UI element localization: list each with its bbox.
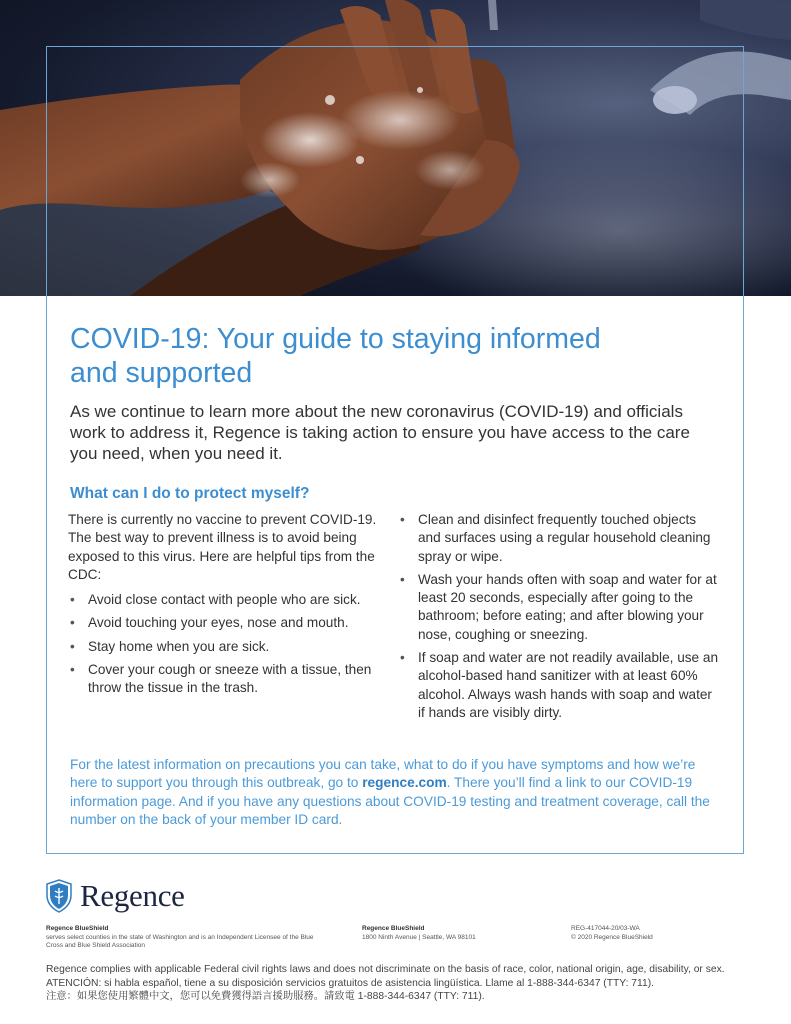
handwashing-photo-icon xyxy=(0,0,791,296)
closing-text-after: . There you’ll find a link to our COVID-19 information page. And if you have any questions about COVID-19 testing and treatment coverage, call the number on the back of your member ID card. xyxy=(70,775,710,827)
right-column xyxy=(398,511,718,727)
notice-english-spanish: Regence complies with applicable Federal civil rights laws and does not discriminate on the basis of race, color, national origin, age, disability, or sex. ATENCIÓN: si habla español, tiene a su disposición servicios gratuitos de asistencia lingüística. Llame al 1-888-344-6347 (TTY: 711). xyxy=(46,964,725,989)
closing-text-before: For the latest information on precautions you can take, what to do if you have symptoms and how we’re here to support you through this outbreak, go to xyxy=(70,757,696,791)
list-item: • Stay home when you are sick. xyxy=(68,638,388,656)
company-address: 1800 Ninth Avenue | Seattle, WA 98101 xyxy=(362,933,476,941)
left-bullet-list xyxy=(68,591,388,697)
footer-company-info xyxy=(46,925,316,951)
notice-chinese: 注意：如果您使用繁體中文，您可以免費獲得語言援助服務。請致電 1-888-344-6347 (TTY: 711). xyxy=(46,991,485,1003)
shield-icon xyxy=(46,879,72,913)
regence-link[interactable]: regence.com xyxy=(362,775,447,791)
footer-doc-info xyxy=(571,925,711,942)
left-intro-paragraph: There is currently no vaccine to prevent COVID-19. The best way to prevent illness is to avoid being exposed to this virus. Here are helpful tips from the CDC: xyxy=(68,512,377,582)
list-item: • Avoid close contact with people who are sick. xyxy=(68,591,388,609)
hero-photo xyxy=(0,0,791,296)
footer-address xyxy=(362,925,542,942)
list-item: • Wash your hands often with soap and water for at least 20 seconds, especially after going to the bathroom; before eating; and after blowing your nose, coughing or sneezing. xyxy=(398,571,718,644)
left-column xyxy=(68,511,388,703)
right-bullet-list xyxy=(398,511,718,722)
company-name: Regence BlueShield xyxy=(362,925,425,932)
list-item: • Cover your cough or sneeze with a tissue, then throw the tissue in the trash. xyxy=(68,661,388,698)
list-item: • Avoid touching your eyes, nose and mouth. xyxy=(68,614,388,632)
closing-paragraph xyxy=(70,756,720,829)
copyright: © 2020 Regence BlueShield xyxy=(571,933,653,941)
section-heading: What can I do to protect myself? xyxy=(70,485,310,502)
list-item: • If soap and water are not readily available, use an alcohol-based hand sanitizer with at least 60% alcohol. Always wash hands with soap and water if hands are visibly dirty. xyxy=(398,649,718,722)
intro-paragraph: As we continue to learn more about the new coronavirus (COVID-19) and officials work to address it, Regence is taking action to ensure you have access to the care you need, when you need it. xyxy=(70,402,690,463)
logo-wordmark: Regence xyxy=(80,878,185,913)
page-title: COVID-19: Your guide to staying informed and supported xyxy=(70,323,601,389)
company-description: serves select counties in the state of Washington and is an Independent Licensee of the Blue Cross and Blue Shield Association xyxy=(46,933,314,950)
regence-logo xyxy=(46,876,185,916)
company-name: Regence BlueShield xyxy=(46,925,109,932)
nondiscrimination-notice xyxy=(46,963,746,1004)
document-code: REG-417044-20/03-WA xyxy=(571,925,640,932)
list-item: • Clean and disinfect frequently touched objects and surfaces using a regular household cleaning spray or wipe. xyxy=(398,511,718,566)
